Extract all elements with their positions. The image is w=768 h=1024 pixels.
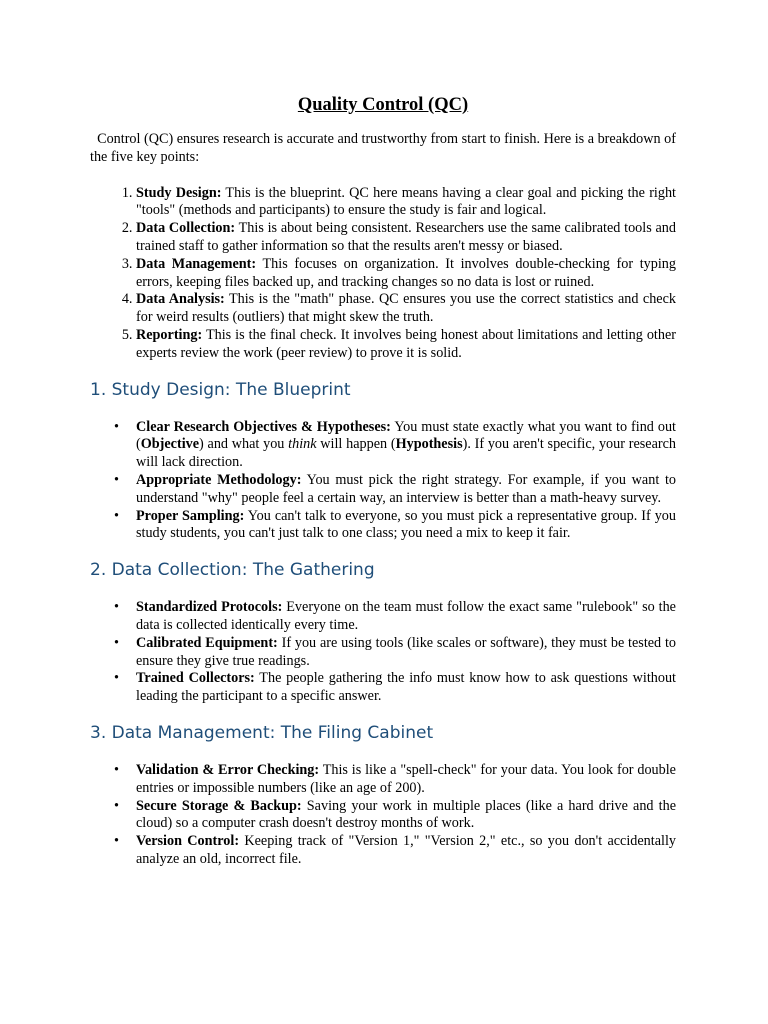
item-text: If you are using tools (like scales or software), they must be tested to ensure they give true readings. [136,634,677,669]
item-text: You must state exactly what you want to find out ( [136,418,676,453]
item-label: Calibrated Equipment: [136,634,278,651]
item-text: ). If you aren't specific, your research will lack direction. [136,436,676,471]
item-label: Secure Storage & Backup: [136,797,302,814]
item-label: Proper Sampling: [136,507,245,524]
bullet-icon: • [114,797,119,814]
list-item [114,833,676,869]
item-emphasis: Hypothesis [395,436,463,453]
key-point-label: Data Analysis: [136,291,225,308]
bullet-icon: • [114,670,119,687]
study-design-list [90,419,676,544]
item-emphasis: Objective [140,436,200,453]
list-item [114,599,676,635]
item-text: You must pick the right strategy. For example, if you want to understand "why" people feel a certain way, an interview is better than a math-heavy survey. [136,471,677,506]
key-point-text: This is the "math" phase. QC ensures you use the correct statistics and check for weird results (outliers) that might skew the truth. [136,291,676,326]
list-item [114,761,676,798]
key-point-item [136,327,676,363]
item-text: Everyone on the team must follow the exact same "rulebook" so the data is collected identically every time. [136,599,676,633]
item-text: ) and what you [199,436,289,453]
item-text: The people gathering the info must know how to ask questions without leading the participant to a specific answer. [136,670,676,705]
key-point-label: Study Design: [136,184,222,201]
bullet-icon: • [114,471,119,488]
item-label: Clear Research Objectives & Hypotheses: [136,418,391,435]
intro-paragraph [90,131,676,167]
intro-text: Control (QC) ensures research is accurate and trustworthy from start to finish. Here is a breakdown of the five key points: [90,131,676,165]
data-management-list [90,762,676,869]
document-title: Quality Control (QC) [297,95,469,115]
item-text: will happen ( [316,436,396,453]
key-point-text: This focuses on organization. It involves double-checking for typing errors, keeping files backed up, and tracking changes so no data is lost or ruined. [136,255,676,290]
key-point-item [136,185,676,221]
list-item [114,418,676,472]
bullet-icon: • [114,634,119,651]
list-item [114,670,676,706]
key-point-text: This is the blueprint. QC here means having a clear goal and picking the right "tools" (methods and participants) to ensure the study is fair and logical. [136,184,676,219]
item-label: Trained Collectors: [136,670,255,687]
list-item [114,797,676,834]
list-item [114,507,676,544]
item-italic: think [288,436,317,453]
data-collection-list [90,599,676,706]
key-point-label: Data Collection: [136,220,236,237]
item-label: Version Control: [136,833,240,850]
key-point-item [136,291,676,327]
key-point-label: Reporting: [136,326,203,343]
bullet-icon: • [114,599,119,616]
bullet-icon: • [114,418,119,435]
item-text: Keeping track of "Version 1," "Version 2," etc., so you don't accidentally analyze an old, incorrect file. [136,833,676,867]
bullet-icon: • [114,833,119,850]
item-label: Validation & Error Checking: [136,761,320,778]
key-point-label: Data Management: [136,255,257,272]
item-label: Appropriate Methodology: [136,471,302,488]
item-text: This is like a "spell-check" for your data. You look for double entries or impossible numbers (like an age of 200). [136,761,676,796]
item-text: Saving your work in multiple places (like a hard drive and the cloud) so a computer crash doesn't destroy months of work. [136,797,676,832]
key-point-item [136,220,676,256]
key-point-text: This is about being consistent. Researchers use the same calibrated tools and trained staff to gather information so that the results aren't messy or biased. [136,220,676,254]
section-heading-data-collection: 2. Data Collection: The Gathering [90,560,375,581]
bullet-icon: • [114,761,119,778]
bullet-icon: • [114,507,119,524]
key-point-text: This is the final check. It involves being honest about limitations and letting other experts review the work (peer review) to prove it is solid. [136,326,676,361]
list-item [114,471,677,508]
section-heading-study-design: 1. Study Design: The Blueprint [90,379,351,400]
item-text: You can't talk to everyone, so you must pick a representative group. If you study students, you can't just talk to one class; you need a mix to keep it fair. [136,507,676,542]
key-point-item [136,256,676,292]
document-body [90,93,676,869]
key-points-list [90,185,676,363]
item-label: Standardized Protocols: [136,599,283,616]
section-heading-data-management: 3. Data Management: The Filing Cabinet [90,722,434,743]
list-item [114,634,677,671]
